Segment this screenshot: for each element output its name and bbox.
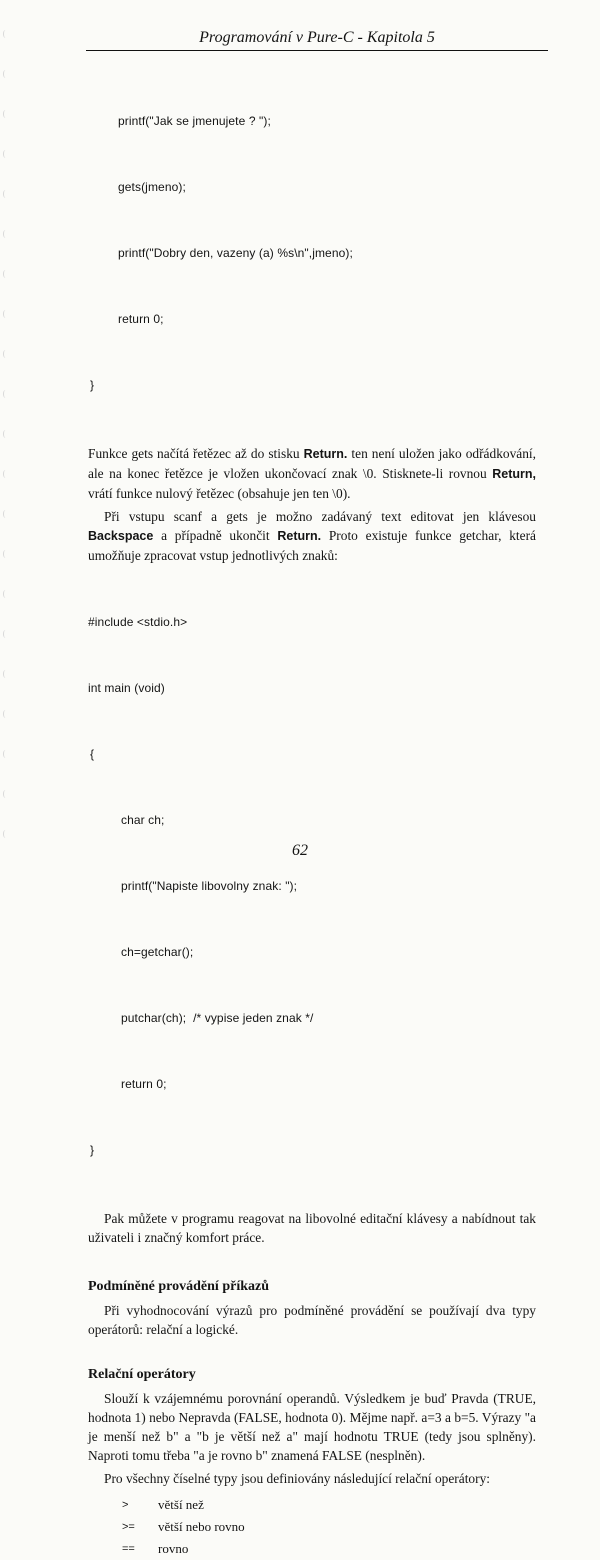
page-content [88, 66, 536, 1560]
code-line: gets(jmeno); [118, 180, 186, 194]
header-title: Programování v Pure-C - Kapitola 5 [199, 29, 435, 46]
code-line: } [90, 378, 95, 392]
operator-symbol: > [122, 1499, 129, 1511]
paragraph-relational-types: Pro všechny číselné typy jsou definiovány následující relační operátory: [104, 1471, 490, 1486]
key-backspace: Backspace [88, 529, 154, 543]
section-heading-conditional: Podmíněné provádění příkazů [88, 1279, 269, 1294]
operator-meaning: větší nebo rovno [158, 1519, 245, 1534]
page-number: 62 [292, 842, 308, 859]
code-line: { [90, 747, 95, 761]
text-run: Při vstupu scanf a gets je možno zadávaný text editovat jen klávesou [104, 509, 536, 524]
operator-item [88, 1494, 536, 1516]
code-block-gets [88, 66, 536, 440]
operator-item [88, 1538, 536, 1560]
code-line: putchar(ch); /* vypise jeden znak */ [121, 1011, 314, 1025]
page-header [86, 26, 548, 51]
paragraph-getchar [88, 507, 536, 565]
key-return: Return. [303, 447, 348, 461]
code-line: return 0; [121, 1077, 167, 1091]
operator-meaning: rovno [158, 1541, 189, 1556]
paragraph-gets [88, 444, 536, 503]
text-run: ten není uložen jako odřádkování, ale na konec řetězce je vložen ukončovací znak \0. Stisknete-li rovnou [88, 446, 536, 481]
text-run: vrátí funkce nulový řetězec (obsahuje jen ten \0). [88, 486, 351, 501]
code-line: printf("Dobry den, vazeny (a) %s\n",jmeno); [118, 246, 353, 260]
paragraph-conditional: Při vyhodnocování výrazů pro podmíněné provádění se používají dva typy operátorů: relační a logické. [88, 1303, 536, 1337]
paragraph-relational: Slouží k vzájemnému porovnání operandů. Výsledkem je buď Pravda (TRUE, hodnota 1) nebo Nepravda (FALSE, hodnota 0). Mějme např. a=3 a b=5. Výrazy "a je menší než b" a "b je větší než a" mají hodnotu TRUE (tedy jsou splněny). Naproti tomu třeba "a je rovno b" znamená FALSE (nesplněn). [88, 1391, 536, 1463]
text-run: a případně ukončit [153, 528, 278, 543]
code-line: printf("Napiste libovolny znak: "); [121, 879, 298, 893]
code-line: #include <stdio.h> [88, 615, 188, 629]
operator-symbol: >= [122, 1521, 135, 1533]
operator-item [88, 1516, 536, 1538]
code-line: ch=getchar(); [121, 945, 194, 959]
paragraph-editing-keys: Pak můžete v programu reagovat na libovolné editační klávesy a nabídnout tak uživateli i značný komfort práce. [88, 1211, 536, 1245]
text-run: Proto existuje funkce getchar, která umožňuje zpracovat vstup jednotlivých znaků: [88, 528, 536, 563]
code-line: } [90, 1143, 95, 1157]
code-line: printf("Jak se jmenujete ? "); [118, 114, 271, 128]
code-block-getchar [88, 567, 536, 1205]
text-run: Funkce gets načítá řetězec až do stisku [88, 446, 304, 461]
key-return: Return. [277, 529, 322, 543]
code-line: return 0; [118, 312, 164, 326]
binding-holes [0, 30, 14, 890]
code-line: int main (void) [88, 681, 165, 695]
operator-meaning: větší než [158, 1497, 204, 1512]
operator-symbol: == [122, 1543, 135, 1555]
section-heading-relational: Relační operátory [88, 1367, 196, 1382]
code-line: char ch; [121, 813, 165, 827]
operator-list [88, 1494, 536, 1560]
key-return: Return, [492, 467, 536, 481]
